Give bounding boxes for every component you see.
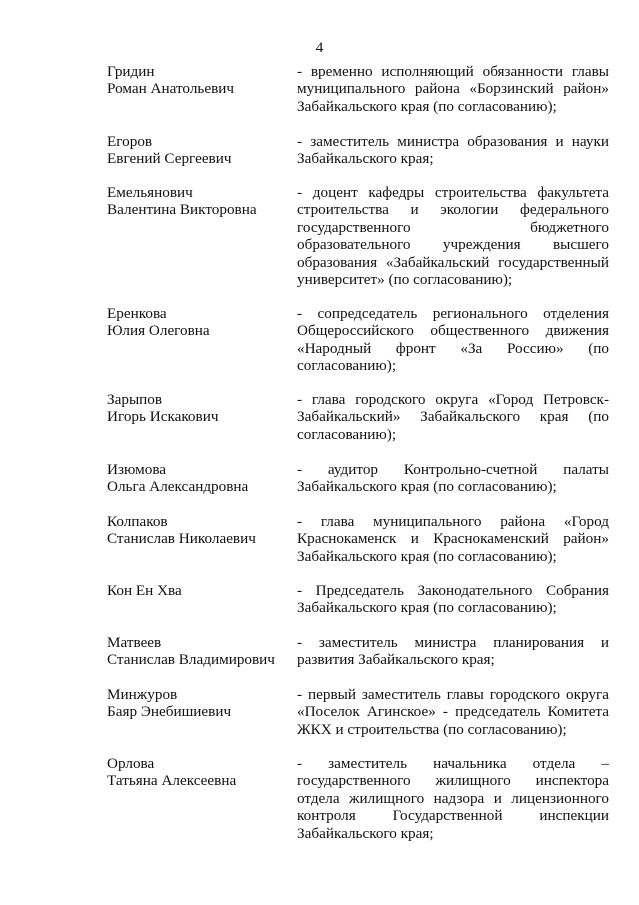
member-name <box>107 755 287 790</box>
member-given-names: Татьяна Алексеевна <box>107 772 237 790</box>
member-surname: Емельянович <box>107 184 193 201</box>
page-number: 4 <box>315 39 324 56</box>
member-given-names: Валентина Викторовна <box>107 201 257 219</box>
member-surname: Егоров <box>107 133 153 150</box>
member-surname: Минжуров <box>107 686 178 703</box>
member-role: - временно исполняющий обязанности главы муниципального района «Борзинский район» Забайкальского края (по согласованию); <box>297 63 609 115</box>
member-given-names: Станислав Николаевич <box>107 530 256 548</box>
member-name <box>107 305 287 340</box>
member-given-names: Юлия Олеговна <box>107 322 210 340</box>
member-role: - Председатель Законодательного Собрания Забайкальского края (по согласованию); <box>297 582 609 617</box>
member-surname: Гридин <box>107 63 155 80</box>
member-role: - доцент кафедры строительства факультета строительства и экологии федерального государственного бюджетного образовательного учреждения высшего образования «Забайкальский государственный университет» (по согласованию); <box>297 184 609 289</box>
member-surname: Зарыпов <box>107 391 163 408</box>
member-role: - аудитор Контрольно-счетной палаты Забайкальского края (по согласованию); <box>297 461 609 496</box>
member-name <box>107 513 287 548</box>
member-role: - первый заместитель главы городского округа «Поселок Агинское» - председатель Комитета ЖКХ и строительства (по согласованию); <box>297 686 609 738</box>
member-given-names: Роман Анатольевич <box>107 80 235 98</box>
member-given-names: Станислав Владимирович <box>107 651 275 669</box>
member-name <box>107 63 287 98</box>
member-role: - заместитель министра планирования и развития Забайкальского края; <box>297 634 609 669</box>
member-name <box>107 686 287 721</box>
member-name <box>107 582 287 599</box>
member-surname: Еренкова <box>107 305 167 322</box>
member-surname: Орлова <box>107 755 155 772</box>
member-given-names: Игорь Искакович <box>107 408 219 426</box>
member-given-names: Евгений Сергеевич <box>107 150 232 168</box>
member-name <box>107 133 287 168</box>
member-surname: Кон Ен Хва <box>107 582 182 599</box>
member-name <box>107 391 287 426</box>
member-given-names: Ольга Александровна <box>107 478 249 496</box>
member-role: - сопредседатель регионального отделения Общероссийского общественного движения «Народный фронт «За Россию» (по согласованию); <box>297 305 609 375</box>
member-given-names: Баяр Энебишиевич <box>107 703 232 721</box>
member-surname: Изюмова <box>107 461 167 478</box>
member-surname: Матвеев <box>107 634 162 651</box>
member-surname: Колпаков <box>107 513 168 530</box>
member-role: - глава городского округа «Город Петровск-Забайкальский» Забайкальского края (по согласованию); <box>297 391 609 443</box>
member-role: - заместитель министра образования и науки Забайкальского края; <box>297 133 609 168</box>
member-name <box>107 461 287 496</box>
member-name <box>107 634 287 669</box>
member-role: - глава муниципального района «Город Краснокаменск и Краснокаменский район» Забайкальского края (по согласованию); <box>297 513 609 565</box>
member-role: - заместитель начальника отдела – государственного жилищного инспектора отдела жилищного надзора и лицензионного контроля Государственной инспекции Забайкальского края; <box>297 755 609 842</box>
member-name <box>107 184 287 219</box>
